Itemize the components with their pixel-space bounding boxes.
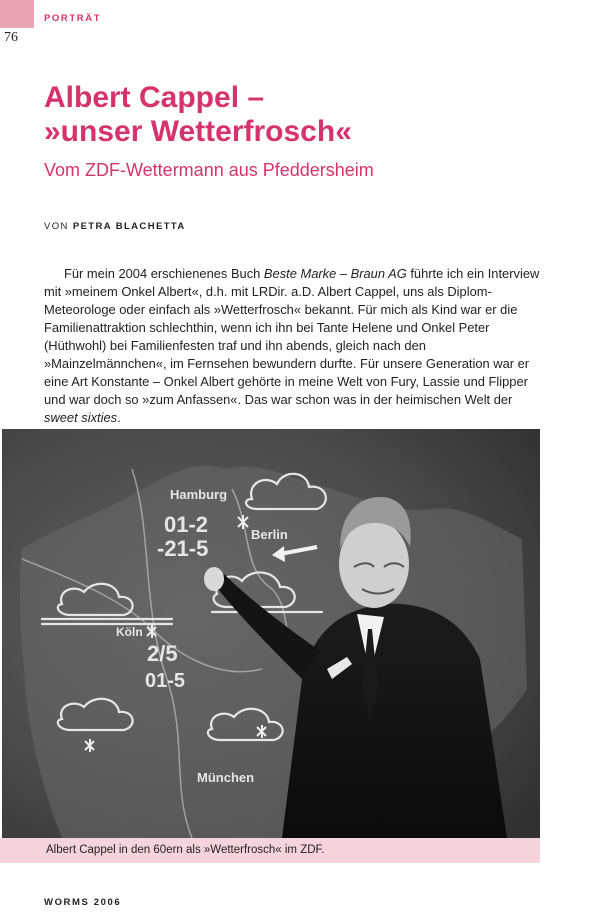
- photo-caption: Albert Cappel in den 60ern als »Wetterfrosch« im ZDF.: [46, 844, 325, 856]
- title-line-1: Albert Cappel –: [44, 81, 265, 114]
- article-photo: [2, 429, 540, 838]
- map-label-berlin: Berlin: [251, 527, 288, 542]
- article-subtitle: Vom ZDF-Wettermann aus Pfeddersheim: [44, 160, 374, 180]
- section-label: PORTRÄT: [44, 13, 102, 24]
- body-italic-phrase: sweet sixties: [44, 410, 118, 425]
- section-tab-block: [0, 0, 34, 28]
- body-book-title: Beste Marke – Braun AG: [263, 266, 407, 281]
- body-text-2: führte ich ein Interview mit »meinem Onkel Albert«, d.h. mit LRDir. a.D. Albert Cappel, uns als Diplom-Meteorologe oder einfach als »Wetterfrosch« bekannt. Für mich als Kind war er die Familienattraktion schlechthin, wenn ich ihn bei Tante Helene und Onkel Peter (Hüthwohl) bei Familienfesten traf und ihn abends, gleich nach den »Mainzelmännchen«, im Fernsehen bewundern durfte. Für unsere Generation war er eine Art Konstante – Onkel Albert gehörte in meine Welt von Fury, Lassie und Flipper und war doch so »zum Anfassen«. Das war schon was in der heimischen Welt der: [44, 266, 540, 407]
- map-label-muenchen: München: [197, 770, 255, 785]
- byline-prefix: VON: [44, 221, 73, 232]
- chalk-value-mid-lower: 01-5: [145, 670, 186, 692]
- map-label-hamburg: Hamburg: [170, 487, 228, 502]
- photo-illustration: [2, 429, 540, 838]
- byline-author: PETRA BLACHETTA: [72, 221, 186, 232]
- body-text-1: Für mein 2004 erschienenes Buch: [64, 266, 264, 281]
- byline: [44, 221, 186, 232]
- presenter-hand: [204, 567, 224, 591]
- article-title: [44, 81, 352, 149]
- map-label-koeln: Köln: [116, 625, 143, 639]
- page-number: 76: [4, 30, 18, 45]
- chalk-value-mid-upper: 2/5: [147, 641, 178, 666]
- page-footer: WORMS 2006: [44, 897, 122, 908]
- body-text-3: .: [117, 410, 121, 425]
- chalk-value-top-lower: -21-5: [157, 536, 209, 561]
- title-line-2: »unser Wetterfrosch«: [44, 115, 352, 148]
- chalk-value-top-upper: 01-2: [164, 512, 209, 537]
- article-body: [44, 265, 547, 427]
